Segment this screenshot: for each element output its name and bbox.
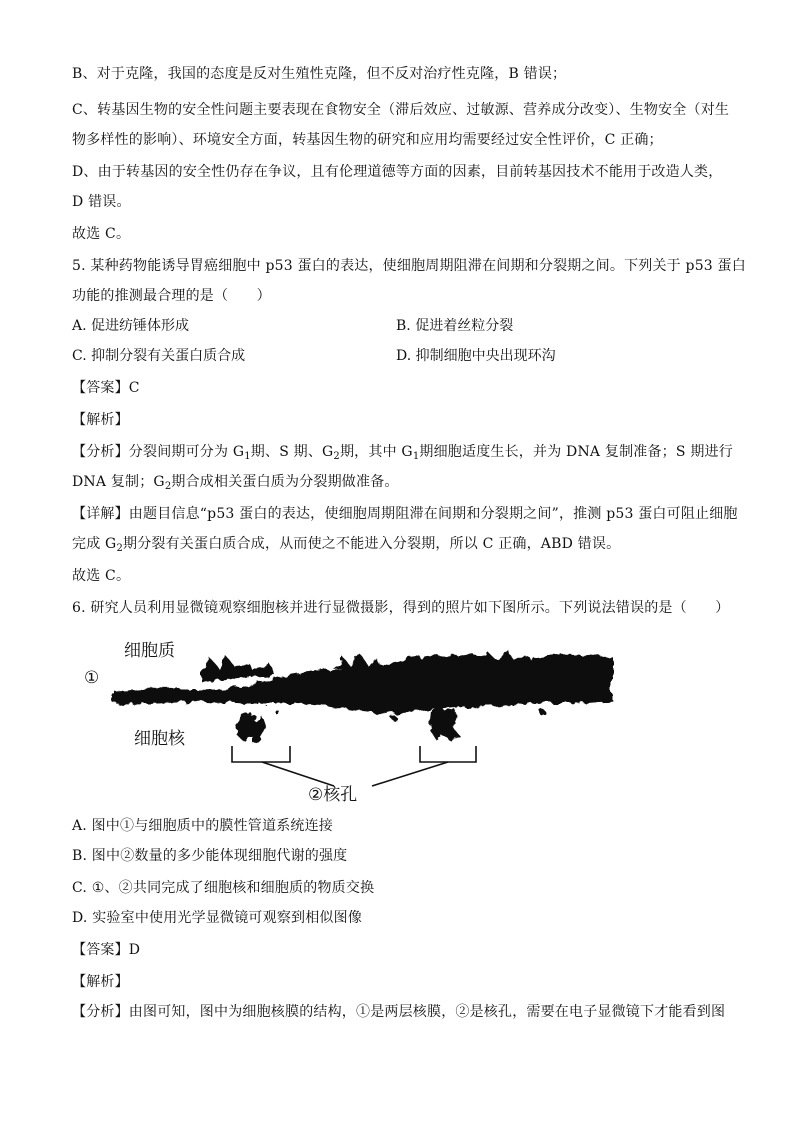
choose-text: 故选 C。 bbox=[72, 568, 131, 584]
analysis-text: DNA 复制；$G_2$期合成相关蛋白质为分裂期做准备。 bbox=[72, 474, 399, 492]
label-cytoplasm: 细胞质 bbox=[124, 641, 175, 661]
answer: 【答案】D bbox=[72, 942, 141, 958]
analysis-text: 【分析】分裂间期可分为 $G_1$期、S 期、$G_2$期，其中 $G_1$期细胞适度生长，并为 DNA 复制准备；S 期进行 bbox=[72, 444, 733, 462]
option-b: B. 促进着丝粒分裂 bbox=[396, 318, 514, 334]
analysis-heading: 【解析】 bbox=[72, 974, 129, 990]
option-d: D. 实验室中使用光学显微镜可观察到相似图像 bbox=[72, 910, 363, 926]
text-line: B、对于克隆，我国的态度是反对生殖性克隆，但不反对治疗性克隆，B 错误； bbox=[72, 66, 567, 82]
question-5-stem: 功能的推测最合理的是（ ） bbox=[72, 288, 271, 304]
label-nucleus: 细胞核 bbox=[134, 729, 185, 749]
detail-text: 完成 $G_2$期分裂有关蛋白质合成，从而使之不能进入分裂期，所以 C 正确，ABD 错误。 bbox=[72, 536, 621, 554]
option-c: C. 抑制分裂有关蛋白质合成 bbox=[72, 348, 246, 364]
option-a: A. 促进纺锤体形成 bbox=[72, 318, 190, 334]
text-line: D 错误。 bbox=[72, 194, 131, 210]
leader-right bbox=[372, 762, 448, 786]
bracket-left bbox=[232, 746, 290, 762]
text-line: 物多样性的影响）、环境安全方面，转基因生物的研究和应用均需要经过安全性评价，C 正确； bbox=[72, 132, 663, 148]
pore-cluster-right bbox=[430, 706, 460, 740]
text-line: C、转基因生物的安全性问题主要表现在食物安全（滞后效应、过敏源、营养成分改变）、生物安全（对生 bbox=[72, 102, 730, 118]
pore-cluster-left bbox=[236, 714, 266, 744]
answer: 【答案】C bbox=[72, 380, 140, 396]
option-c: C. ①、②共同完成了细胞核和细胞质的物质交换 bbox=[72, 880, 375, 896]
detail-text: 【详解】由题目信息“p53 蛋白的表达，使细胞周期阻滞在间期和分裂期之间”，推测 p53 蛋白可阻止细胞 bbox=[72, 506, 738, 522]
analysis-text: 【分析】由图可知，图中为细胞核膜的结构，①是两层核膜，②是核孔，需要在电子显微镜下才能看到图 bbox=[72, 1004, 726, 1020]
option-d: D. 抑制细胞中央出现环沟 bbox=[396, 348, 556, 364]
question-5-stem: 5. 某种药物能诱导胃癌细胞中 p53 蛋白的表达，使细胞周期阻滞在间期和分裂期之间。下列关于 p53 蛋白 bbox=[72, 258, 746, 274]
question-6-stem: 6. 研究人员利用显微镜观察细胞核并进行显微摄影，得到的照片如下图所示。下列说法错误的是（ ） bbox=[72, 600, 730, 616]
text-line: 故选 C。 bbox=[72, 226, 131, 242]
analysis-heading: 【解析】 bbox=[72, 412, 129, 428]
label-nuclear-pore: ②核孔 bbox=[308, 785, 358, 805]
option-b: B. 图中②数量的多少能体现细胞代谢的强度 bbox=[72, 848, 348, 864]
nuclear-envelope-figure bbox=[72, 628, 632, 806]
bracket-right bbox=[420, 746, 476, 762]
option-a: A. 图中①与细胞质中的膜性管道系统连接 bbox=[72, 818, 334, 834]
label-marker-1: ① bbox=[84, 668, 100, 688]
membrane-band bbox=[114, 650, 612, 721]
text-line: D、由于转基因的安全性仍存在争议，且有伦理道德等方面的因素，目前转基因技术不能用于改造人类， bbox=[72, 164, 723, 180]
